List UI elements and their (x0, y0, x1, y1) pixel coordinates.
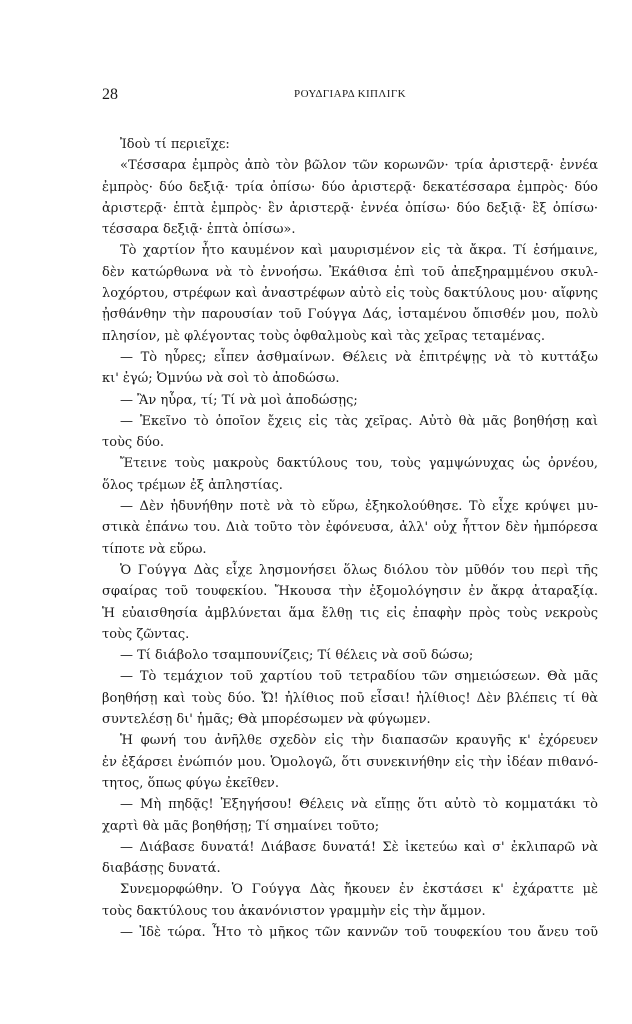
text-line: λοχόρτου, στρέφων καὶ ἀναστρέφων αὐτὸ εἰς τοὺς δακτύλους μου· αἴφνης (102, 286, 598, 302)
text-line: Ἡ εὐαισθησία ἀμβλύνεται ἅμα ἔλθῃ τις εἰς ἐπαφὴν πρὸς τοὺς νεκροὺς (102, 605, 598, 621)
text-line: — Τί διάβολο τσαμπουνίζεις; Τί θέλεις νὰ σοῦ δώσω; (120, 648, 474, 664)
body-text (102, 134, 598, 943)
text-line: Ἡ φωνή του ἀνῆλθε σχεδὸν εἰς τὴν διαπασῶν κραυγῆς κ' ἐχόρευεν (120, 733, 598, 749)
text-line: ᾐσθάνθην τὴν παρουσίαν τοῦ Γούγγα Δάς, ἱσταμένου ὄπισθέν μου, πολὺ (102, 307, 598, 323)
text-line: τέσσαρα δεξιᾷ· ἑπτὰ ὀπίσω». (102, 222, 296, 238)
text-line: στικὰ ἐπάνω του. Διὰ τοῦτο τὸν ἐφόνευσα, ἀλλ' οὐχ ἧττον δὲν ἠμπόρεσα (102, 520, 598, 536)
text-line: — Τὸ τεμάχιον τοῦ χαρτίου τοῦ τετραδίου τῶν σημειώσεων. Θὰ μᾶς (120, 669, 598, 685)
text-line: χαρτὶ θὰ μᾶς βοηθήσῃ; Τί σημαίνει τοῦτο; (102, 818, 380, 834)
page-header (102, 86, 598, 106)
text-line: ἐν ἐξάρσει ἐνώπιόν μου. Ὁμολογῶ, ὅτι συνεκινήθην εἰς τὴν ἰδέαν πιθανό- (102, 754, 598, 770)
text-line: τοὺς ζῶντας. (102, 626, 190, 642)
text-line: Ἰδοὺ τί περιεῖχε: (120, 137, 230, 152)
text-line: δὲν κατώρθωνα νὰ τὸ ἐννοήσω. Ἐκάθισα ἐπὶ τοῦ ἀπεξηραμμένου σκυλ- (102, 264, 598, 280)
page-number: 28 (102, 86, 118, 103)
text-line: βοηθήσῃ καὶ τοὺς δύο. Ὤ! ἠλίθιος ποῦ εἶσαι! ἠλίθιος! Δὲν βλέπεις τί θὰ (102, 690, 598, 706)
text-line: τοὺς δύο. (102, 435, 165, 451)
text-line: ἀριστερᾷ· ἑπτὰ ἐμπρὸς· ἓν ἀριστερᾷ· ἐννέα ὀπίσω· δύο δεξιᾷ· ἓξ ὀπίσω· (102, 200, 598, 216)
text-line: τίποτε νὰ εὕρω. (102, 541, 207, 557)
text-line: Συνεμορφώθην. Ὁ Γούγγα Δὰς ἤκουεν ἐν ἐκστάσει κ' ἐχάραττε μὲ (120, 882, 598, 898)
text-line: πλησίον, μὲ φλέγοντας τοὺς ὀφθαλμοὺς καὶ τὰς χεῖρας τεταμένας. (102, 328, 545, 344)
text-line: Ἔτεινε τοὺς μακροὺς δακτύλους του, τοὺς γαμψώνυχας ὡς ὀρνέου, (120, 456, 598, 472)
text-line: συντελέσῃ δι' ἡμᾶς; Θὰ μπορέσωμεν νὰ φύγωμεν. (102, 712, 431, 728)
text-line: Τὸ χαρτίον ἦτο καυμένον καὶ μαυρισμένον εἰς τὰ ἄκρα. Τί ἐσήμαινε, (120, 243, 598, 259)
text-line: — Τὸ ηὗρες; εἶπεν ἀσθμαίνων. Θέλεις νὰ ἐπιτρέψῃς νὰ τὸ κυττάξω (120, 349, 598, 365)
text-line: ἐμπρὸς· δύο δεξιᾷ· τρία ὀπίσω· δύο ἀριστερᾷ· δεκατέσσαρα ἐμπρὸς· δύο (102, 179, 598, 195)
text-line: διαβάσῃς δυνατά. (102, 861, 221, 877)
text-line: κι' ἐγώ; Ὀμνύω νὰ σοὶ τὸ ἀποδώσω. (102, 371, 340, 387)
text-line: ὅλος τρέμων ἐξ ἀπληστίας. (102, 477, 283, 493)
text-line: — Ἐκεῖνο τὸ ὁποῖον ἔχεις εἰς τὰς χεῖρας. Αὐτὸ θὰ μᾶς βοηθήσῃ καὶ (120, 413, 598, 429)
text-line: — Μὴ πηδᾷς! Ἐξηγήσου! Θέλεις νὰ εἴπῃς ὅτι αὐτὸ τὸ κομματάκι τὸ (120, 797, 598, 813)
text-line: Ὁ Γούγγα Δὰς εἶχε λησμονήσει ὅλως διόλου τὸν μῦθόν του περὶ τῆς (120, 562, 598, 578)
text-line: τοὺς δακτύλους του ἀκανόνιστον γραμμὴν εἰς τὴν ἄμμον. (102, 903, 486, 919)
text-line: — Δὲν ἠδυνήθην ποτὲ νὰ τὸ εὕρω, ἐξηκολούθησε. Τὸ εἶχε κρύψει μυ- (120, 499, 598, 515)
running-head: ΡΟΥΔΓΙΑΡΔ ΚΙΠΛΙΓΚ (294, 88, 406, 100)
text-line: — Ἰδὲ τώρα. Ἦτο τὸ μῆκος τῶν καννῶν τοῦ τουφεκίου του ἄνευ τοῦ (120, 924, 598, 940)
text-line: «Τέσσαρα ἐμπρὸς ἀπὸ τὸν βῶλον τῶν κορωνῶν· τρία ἀριστερᾷ· ἐννέα (120, 158, 598, 174)
text-line: — Ἂν ηὗρα, τί; Τί νὰ μοὶ ἀποδώσῃς; (120, 392, 358, 408)
text-line: τητος, ὅπως φύγω ἐκεῖθεν. (102, 775, 279, 791)
text-line: σφαίρας τοῦ τουφεκίου. Ἤκουσα τὴν ἐξομολόγησιν ἐν ἄκρᾳ ἀταραξίᾳ. (102, 584, 598, 600)
text-line: — Διάβασε δυνατά! Διάβασε δυνατά! Σὲ ἱκετεύω καὶ σ' ἐκλιπαρῶ νὰ (120, 839, 598, 855)
